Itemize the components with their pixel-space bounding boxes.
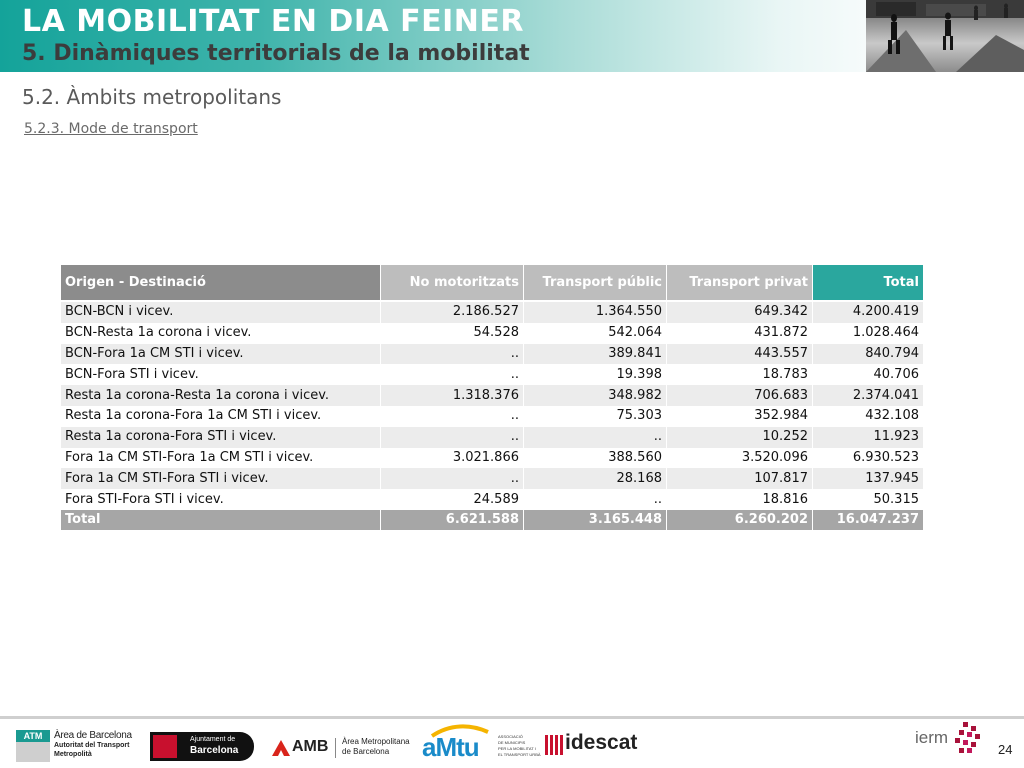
- cell-private-transport: 107.817: [667, 468, 812, 489]
- table-row: [61, 427, 923, 448]
- cell-non-motorized: 2.186.527: [381, 302, 523, 323]
- atm-badge: ATM: [16, 730, 50, 742]
- amtu-line3: PER LA MOBILITAT I: [498, 746, 536, 751]
- atm-logo: [16, 728, 136, 764]
- cell-public-transport: ..: [524, 427, 666, 448]
- cell-private-transport: 18.783: [667, 364, 812, 385]
- amb-name: AMB: [292, 738, 329, 755]
- cell-non-motorized: ..: [381, 468, 523, 489]
- table-row: [61, 468, 923, 489]
- atm-text-line1: Àrea de Barcelona: [54, 730, 132, 741]
- cell-non-motorized: ..: [381, 406, 523, 427]
- amtu-line4: EL TRANSPORT URBÀ: [498, 752, 541, 757]
- cell-total: 11.923: [813, 427, 923, 448]
- cell-origin-destination: Resta 1a corona-Fora 1a CM STI i vicev.: [61, 406, 380, 427]
- amb-line1: Àrea Metropolitana: [342, 737, 410, 746]
- cell-origin-destination: BCN-BCN i vicev.: [61, 302, 380, 323]
- cell-total: 4.200.419: [813, 302, 923, 323]
- atm-text-line2: Autoritat del Transport: [54, 742, 130, 749]
- ajuntament-logo: [150, 732, 254, 761]
- cell-non-motorized: 24.589: [381, 489, 523, 510]
- total-label: Total: [61, 510, 380, 530]
- table-row: [61, 385, 923, 406]
- cell-origin-destination: BCN-Fora STI i vicev.: [61, 364, 380, 385]
- amtu-line1: ASSOCIACIÓ: [498, 734, 523, 739]
- cell-total: 40.706: [813, 364, 923, 385]
- cell-public-transport: 389.841: [524, 344, 666, 365]
- cell-total: 6.930.523: [813, 448, 923, 469]
- table-total-row: [61, 510, 923, 530]
- header-photo: [866, 0, 1024, 72]
- cell-origin-destination: Fora STI-Fora STI i vicev.: [61, 489, 380, 510]
- sub-title: 5. Dinàmiques territorials de la mobilitat: [22, 41, 530, 66]
- cell-public-transport: 19.398: [524, 364, 666, 385]
- cell-public-transport: 348.982: [524, 385, 666, 406]
- cell-non-motorized: 54.528: [381, 323, 523, 344]
- idescat-name: idescat: [565, 731, 638, 754]
- cell-private-transport: 706.683: [667, 385, 812, 406]
- idescat-logo: [545, 733, 650, 757]
- atm-text-line3: Metropolità: [54, 751, 92, 758]
- total-private-transport: 6.260.202: [667, 510, 812, 530]
- table-row: [61, 302, 923, 323]
- cell-private-transport: 18.816: [667, 489, 812, 510]
- table-row: [61, 448, 923, 469]
- cell-non-motorized: ..: [381, 427, 523, 448]
- table-header-row: [61, 265, 923, 300]
- amtu-logo: [420, 724, 540, 762]
- iermb-logo: [915, 722, 985, 758]
- table-row: [61, 406, 923, 427]
- cell-non-motorized: 3.021.866: [381, 448, 523, 469]
- mobility-table: [60, 265, 924, 530]
- cell-private-transport: 443.557: [667, 344, 812, 365]
- column-header-total: Total: [813, 265, 923, 300]
- cell-origin-destination: Fora 1a CM STI-Fora STI i vicev.: [61, 468, 380, 489]
- cell-non-motorized: ..: [381, 364, 523, 385]
- ajuntament-line2: Barcelona: [190, 745, 239, 756]
- cell-private-transport: 431.872: [667, 323, 812, 344]
- cell-total: 840.794: [813, 344, 923, 365]
- subsection-link[interactable]: 5.2.3. Mode de transport: [24, 121, 198, 137]
- cell-non-motorized: ..: [381, 344, 523, 365]
- page-number: 24: [998, 742, 1013, 757]
- cell-total: 2.374.041: [813, 385, 923, 406]
- amb-line2: de Barcelona: [342, 747, 390, 756]
- cell-total: 137.945: [813, 468, 923, 489]
- cell-public-transport: 28.168: [524, 468, 666, 489]
- column-header-non-motorized: No motoritzats: [381, 265, 523, 300]
- table-row: [61, 323, 923, 344]
- cell-total: 1.028.464: [813, 323, 923, 344]
- cell-private-transport: 649.342: [667, 302, 812, 323]
- column-header-public-transport: Transport públic: [524, 265, 666, 300]
- amtu-name: aMtu: [422, 732, 479, 762]
- cell-origin-destination: Fora 1a CM STI-Fora 1a CM STI i vicev.: [61, 448, 380, 469]
- cell-origin-destination: Resta 1a corona-Resta 1a corona i vicev.: [61, 385, 380, 406]
- column-header-private-transport: Transport privat: [667, 265, 812, 300]
- column-header-origin-destination: Origen - Destinació: [61, 265, 380, 300]
- cell-public-transport: 542.064: [524, 323, 666, 344]
- cell-total: 50.315: [813, 489, 923, 510]
- ajuntament-line1: Ajuntament de: [190, 736, 236, 743]
- cell-private-transport: 10.252: [667, 427, 812, 448]
- table-row: [61, 344, 923, 365]
- total-public-transport: 3.165.448: [524, 510, 666, 530]
- amtu-line2: DE MUNICIPIS: [498, 740, 526, 745]
- cell-public-transport: 75.303: [524, 406, 666, 427]
- cell-origin-destination: BCN-Resta 1a corona i vicev.: [61, 323, 380, 344]
- cell-public-transport: 388.560: [524, 448, 666, 469]
- total-grand-total: 16.047.237: [813, 510, 923, 530]
- table-row: [61, 364, 923, 385]
- iermb-pixel-icon: [955, 722, 983, 754]
- total-non-motorized: 6.621.588: [381, 510, 523, 530]
- idescat-stripes-icon: [545, 735, 565, 755]
- amb-logo: [272, 736, 410, 760]
- section-title: 5.2. Àmbits metropolitans: [22, 85, 282, 109]
- table-row: [61, 489, 923, 510]
- cell-public-transport: 1.364.550: [524, 302, 666, 323]
- cell-public-transport: ..: [524, 489, 666, 510]
- cell-origin-destination: BCN-Fora 1a CM STI i vicev.: [61, 344, 380, 365]
- footer-divider: [0, 716, 1024, 719]
- cell-private-transport: 3.520.096: [667, 448, 812, 469]
- amb-mark-icon: [272, 740, 290, 756]
- cell-private-transport: 352.984: [667, 406, 812, 427]
- cell-non-motorized: 1.318.376: [381, 385, 523, 406]
- cell-total: 432.108: [813, 406, 923, 427]
- cell-origin-destination: Resta 1a corona-Fora STI i vicev.: [61, 427, 380, 448]
- iermb-name: ierm: [915, 728, 949, 747]
- main-title: LA MOBILITAT EN DIA FEINER: [22, 4, 524, 39]
